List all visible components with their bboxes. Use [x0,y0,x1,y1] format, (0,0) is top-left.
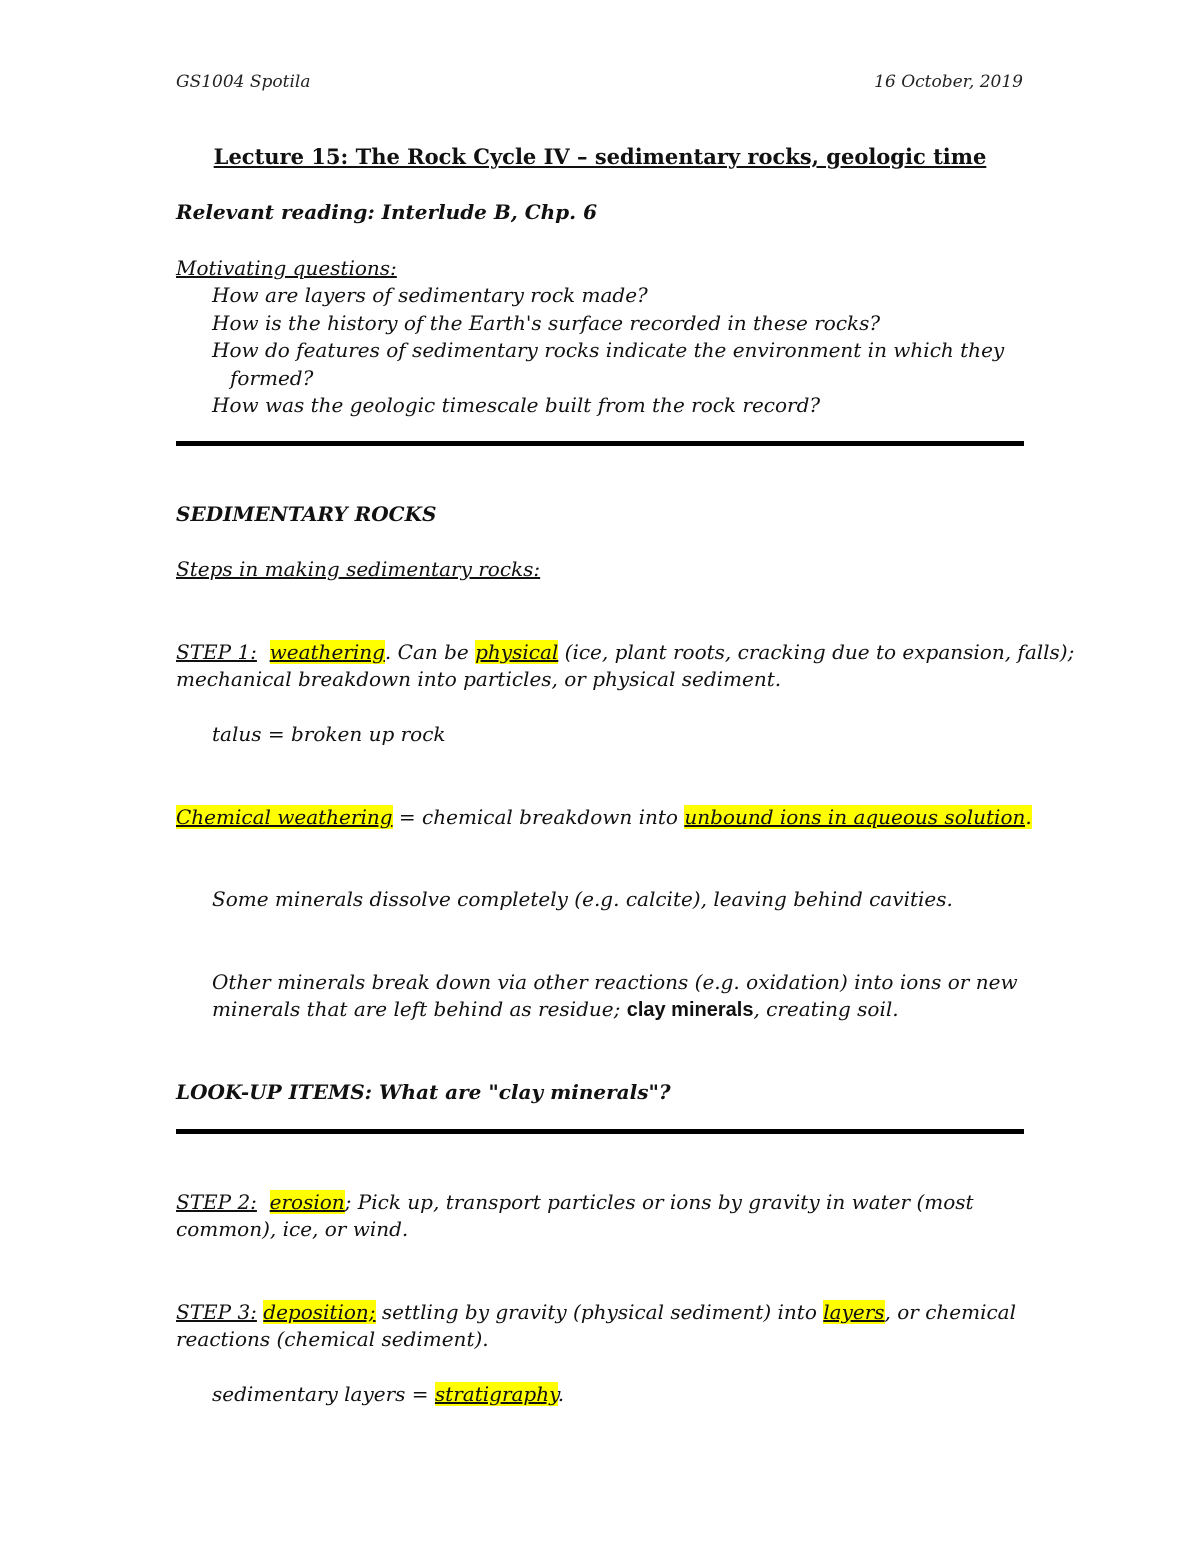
divider-rule [176,441,1024,446]
motivating-heading: Motivating questions: [176,256,397,280]
header-course: GS1004 Spotila [176,72,311,92]
page-title: Lecture 15: The Rock Cycle IV – sedimentary rocks, geologic time [213,144,987,169]
talus-definition: talus = broken up rock [212,722,446,746]
clay-minerals-term: clay minerals [626,999,754,1021]
step3-line-2: reactions (chemical sediment). [176,1327,489,1351]
stratigraphy-term: stratigraphy [434,1382,558,1406]
step3-text-b: , or chemical [884,1300,1017,1324]
stratigraphy-text: sedimentary layers = [212,1382,435,1406]
step2-label: STEP 2: [176,1190,257,1214]
section-heading: SEDIMENTARY ROCKS [176,502,437,526]
stratigraphy-line [212,1382,564,1406]
unbound-ions-term: unbound ions in aqueous solution [684,805,1026,829]
chemical-text-a: = chemical breakdown into [392,805,685,829]
step1-label: STEP 1: [176,640,257,664]
question-3-cont: formed? [230,366,314,390]
layers-term: layers [823,1300,885,1324]
step3-text-a: settling by gravity (physical sediment) into [375,1300,824,1324]
other-minerals-line-2 [212,997,899,1022]
chemical-text-b: . [1025,805,1032,829]
step1-text-a: . Can be [384,640,476,664]
chemical-weathering-line [176,805,1032,829]
header-date: 16 October, 2019 [874,72,1023,92]
step2-line-2: common), ice, or wind. [176,1217,409,1241]
step3-label: STEP 3: [176,1300,257,1324]
step1-text-b: (ice, plant roots, cracking due to expansion, falls); [558,640,1075,664]
other-minerals-line-1: Other minerals break down via other reactions (e.g. oxidation) into ions or new [212,970,1018,994]
physical-term: physical [475,640,559,664]
question-2: How is the history of the Earth's surface recorded in these rocks? [212,311,881,335]
question-3: How do features of sedimentary rocks indicate the environment in which they [212,338,1005,362]
other-text-b: , creating soil. [753,997,899,1021]
step1-term: weathering [269,640,385,664]
chemical-weathering-term: Chemical weathering [176,805,393,829]
dissolve-note: Some minerals dissolve completely (e.g. calcite), leaving behind cavities. [212,887,953,911]
question-1: How are layers of sedimentary rock made? [212,283,648,307]
step2-text: ; Pick up, transport particles or ions by gravity in water (most [344,1190,974,1214]
step3-line [176,1300,1016,1324]
divider-rule [176,1129,1024,1134]
step1-line [176,640,1074,664]
lookup-items: LOOK-UP ITEMS: What are "clay minerals"? [176,1080,671,1104]
other-text-a: minerals that are left behind as residue; [212,997,627,1021]
relevant-reading: Relevant reading: Interlude B, Chp. 6 [176,200,597,224]
step2-term: erosion [269,1190,345,1214]
step3-term: deposition; [263,1300,376,1324]
question-4: How was the geologic timescale built from the rock record? [212,393,821,417]
step2-line [176,1190,974,1214]
stratigraphy-period: . [557,1382,565,1406]
step1-line-2: mechanical breakdown into particles, or physical sediment. [176,667,782,691]
steps-heading: Steps in making sedimentary rocks: [176,557,541,581]
